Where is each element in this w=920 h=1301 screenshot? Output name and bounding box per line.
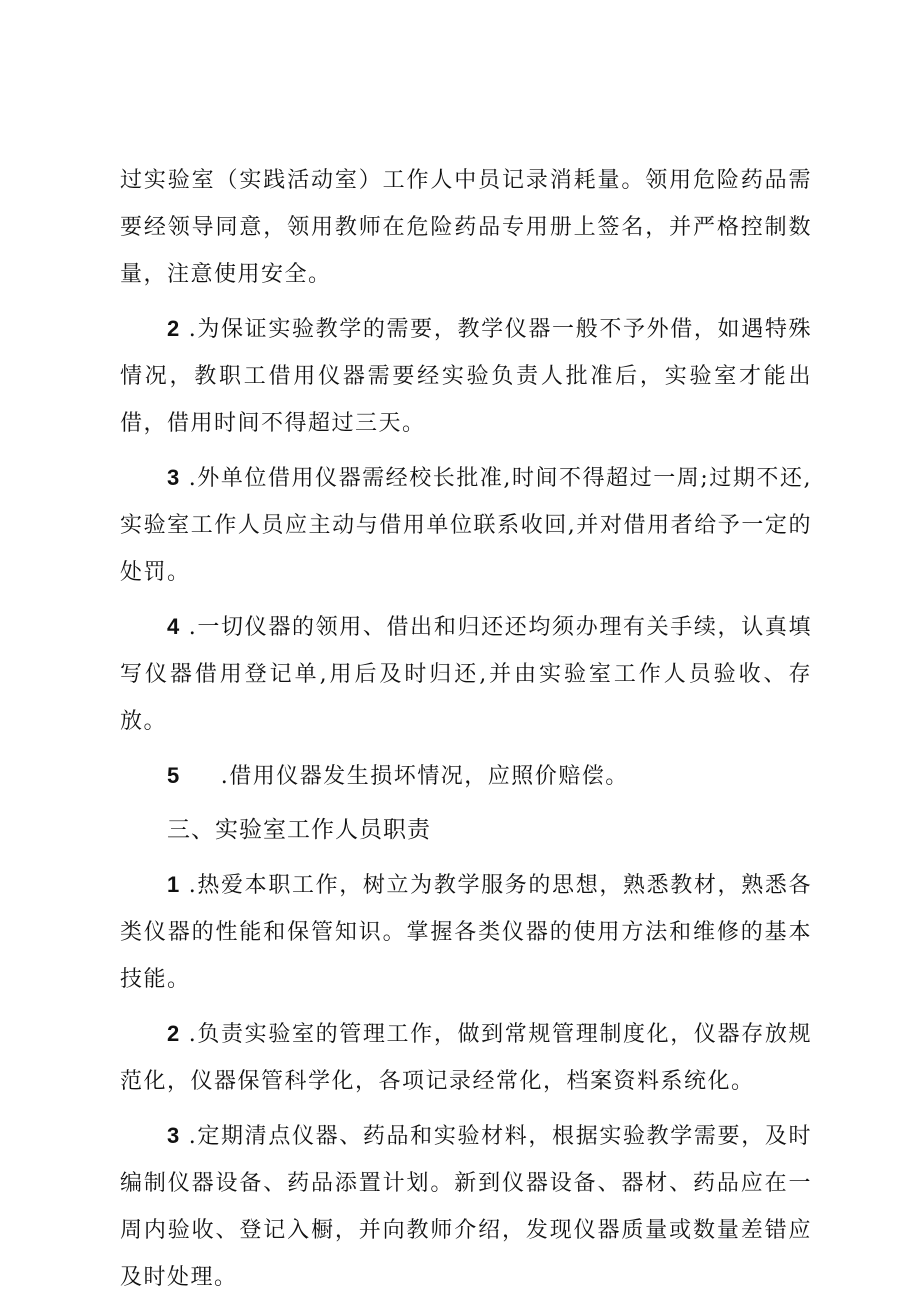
rule-item-3 <box>120 454 812 596</box>
item-number: 2 <box>167 316 181 341</box>
item-text: .定期清点仪器、药品和实验材料，根据实验教学需要，及时编制仪器设备、药品添置计划。新到仪器设备、器材、药品应在一周内验收、登记入橱，并向教师介绍，发现仪器质量或数量差错应及时处理。 <box>120 1124 812 1290</box>
item-number: 2 <box>167 1021 181 1046</box>
duty-item-3 <box>120 1112 812 1301</box>
item-text: .一切仪器的领用、借出和归还还均须办理有关手续，认真填写仪器借用登记单,用后及时归还,并由实验室工作人员验收、存放。 <box>120 615 812 734</box>
item-number: 5 <box>167 763 181 788</box>
item-text: .负责实验室的管理工作，做到常规管理制度化，仪器存放规范化，仪器保管科学化，各项记录经常化，档案资料系统化。 <box>120 1022 812 1094</box>
item-text: .借用仪器发生损坏情况，应照价赔偿。 <box>220 764 629 789</box>
item-text: .外单位借用仪器需经校长批准,时间不得超过一周;过期不还,实验室工作人员应主动与借用单位联系收回,并对借用者给予一定的处罚。 <box>120 466 812 585</box>
rule-item-4 <box>120 603 812 745</box>
item-number: 4 <box>167 614 181 639</box>
rule-item-5 <box>120 752 812 800</box>
rule-item-2 <box>120 305 812 447</box>
section-heading: 三、实验室工作人员职责 <box>167 817 431 843</box>
duty-item-1 <box>120 861 812 1003</box>
item-text: .热爱本职工作，树立为教学服务的思想，熟悉教材，熟悉各类仪器的性能和保管知识。掌握各类仪器的使用方法和维修的基本技能。 <box>120 873 812 992</box>
duty-item-2 <box>120 1010 812 1105</box>
item-text: .为保证实验教学的需要，教学仪器一般不予外借，如遇特殊情况，教职工借用仪器需要经实验负责人批准后，实验室才能出借，借用时间不得超过三天。 <box>120 317 812 436</box>
item-number: 3 <box>167 1123 181 1148</box>
item-number: 3 <box>167 465 181 490</box>
continuation-paragraph: 过实验室（实践活动室）工作人中员记录消耗量。领用危险药品需要经领导同意，领用教师在危险药品专用册上签名，并严格控制数量，注意使用安全。 <box>120 168 812 287</box>
item-number: 1 <box>167 872 181 897</box>
